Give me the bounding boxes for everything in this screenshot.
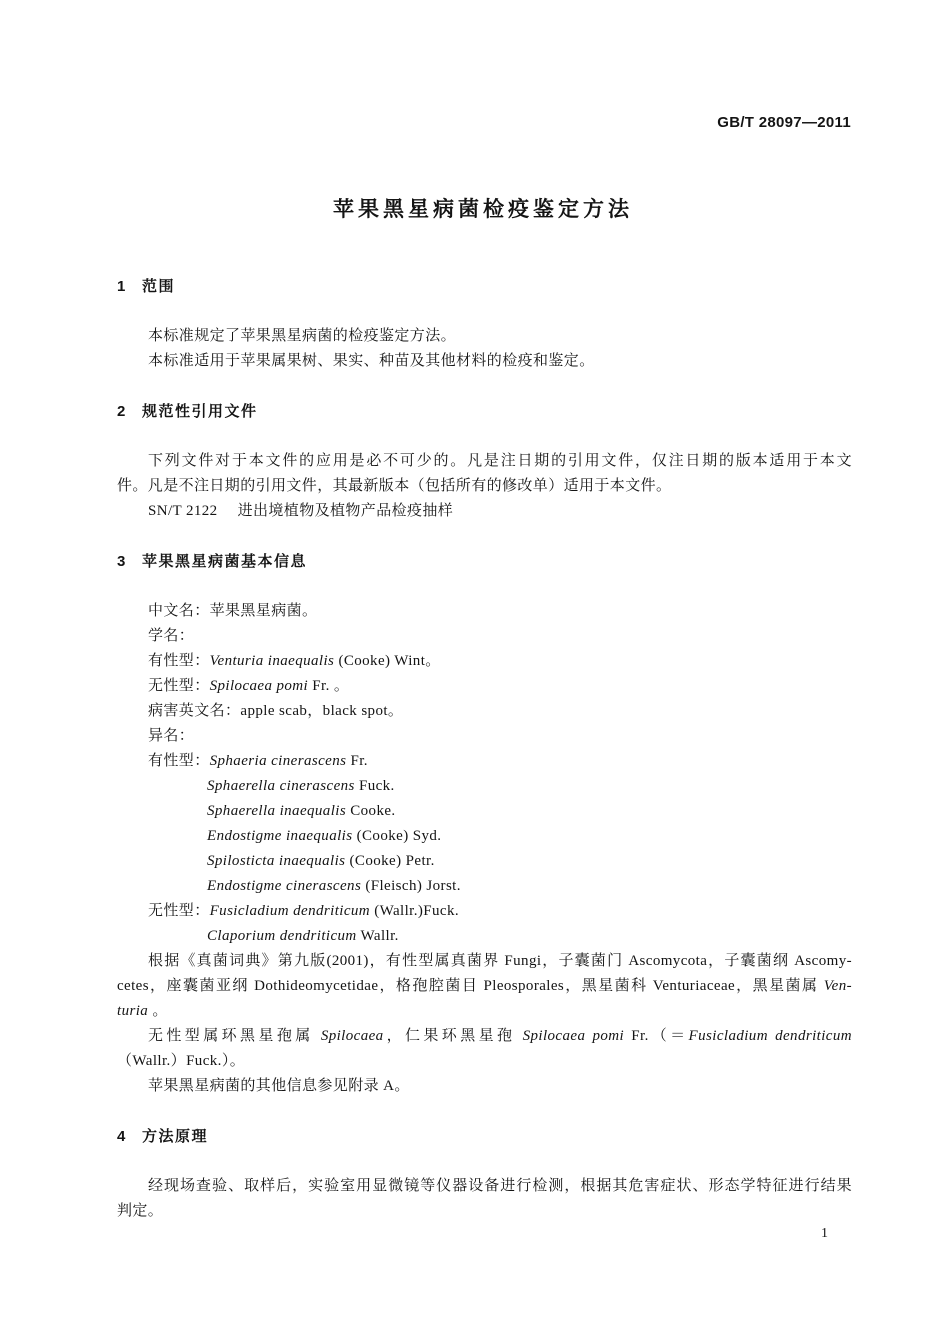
chinese-name-line: 中文名：苹果黑星病菌。 bbox=[148, 602, 318, 619]
reference-title: 进出境植物及植物产品检疫抽样 bbox=[237, 502, 454, 519]
taxon-name: Spilocaea pomi bbox=[522, 1027, 625, 1044]
section-1-heading bbox=[117, 274, 852, 299]
document-body bbox=[117, 274, 852, 1224]
section-4-heading bbox=[117, 1124, 852, 1149]
taxon-name: Ven- bbox=[823, 977, 852, 994]
reference-code: SN/T 2122 bbox=[148, 502, 218, 519]
author: (Cooke) Syd. bbox=[352, 827, 442, 844]
section-3-heading bbox=[117, 549, 852, 574]
taxon-name: Fusicladium dendriticum bbox=[209, 902, 371, 919]
anamorph-line bbox=[117, 674, 852, 699]
synonym-line bbox=[117, 924, 852, 949]
taxon-name: Endostigme cinerascens bbox=[207, 877, 362, 894]
paragraph-line: 件。凡是不注日期的引用文件，其最新版本（包括所有的修改单）适用于本文件。 bbox=[117, 477, 672, 494]
section-title: 方法原理 bbox=[142, 1127, 209, 1145]
taxon-name: Endostigme inaequalis bbox=[207, 827, 353, 844]
label: 有性型： bbox=[148, 652, 210, 669]
author: (Fleisch) Jorst. bbox=[361, 877, 461, 894]
paragraph-line bbox=[117, 974, 852, 999]
document-title: 苹果黑星病菌检疫鉴定方法 bbox=[333, 198, 633, 221]
page-number: 1 bbox=[821, 1226, 828, 1241]
paragraph-line: （Wallr.）Fuck.）。 bbox=[117, 1052, 246, 1069]
paragraph-line: 根据《真菌词典》第九版(2001)，有性型属真菌界 Fungi，子囊菌门 Ascomycota，子囊菌纲 Ascomy- bbox=[148, 952, 852, 969]
section-number: 2 bbox=[117, 402, 126, 420]
taxon-name: Fusicladium dendriticum bbox=[688, 1027, 852, 1044]
synonym-line bbox=[117, 874, 852, 899]
text-segment: 无性型属环黑星孢属 bbox=[148, 1027, 321, 1044]
text-segment: Fr.（＝ bbox=[624, 1027, 689, 1044]
taxon-name: Venturia inaequalis bbox=[209, 652, 335, 669]
author: Cooke. bbox=[346, 802, 396, 819]
paragraph-line: 本标准适用于苹果属果树、果实、种苗及其他材料的检疫和鉴定。 bbox=[148, 352, 595, 369]
scientific-name-label: 学名： bbox=[148, 627, 195, 644]
synonym-line bbox=[117, 849, 852, 874]
taxon-name: Spilosticta inaequalis bbox=[207, 852, 346, 869]
standard-code: GB/T 28097—2011 bbox=[717, 114, 851, 131]
section-number: 3 bbox=[117, 552, 126, 570]
author: Wallr. bbox=[356, 927, 399, 944]
paragraph-line: 下列文件对于本文件的应用是必不可少的。凡是注日期的引用文件，仅注日期的版本适用于本文 bbox=[148, 452, 852, 469]
synonyms-label: 异名： bbox=[148, 727, 195, 744]
label: 无性型： bbox=[148, 902, 210, 919]
taxon-name: turia bbox=[117, 1002, 149, 1019]
synonym-line bbox=[117, 824, 852, 849]
paragraph-line: 本标准规定了苹果黑星病菌的检疫鉴定方法。 bbox=[148, 327, 457, 344]
section-number: 1 bbox=[117, 277, 126, 295]
taxon-name: Claporium dendriticum bbox=[207, 927, 357, 944]
english-name-line: 病害英文名：apple scab，black spot。 bbox=[148, 702, 404, 719]
taxon-name: Sphaerella cinerascens bbox=[207, 777, 355, 794]
author: (Cooke) Wint。 bbox=[334, 652, 441, 669]
taxon-name: Spilocaea bbox=[320, 1027, 384, 1044]
paragraph-line: 苹果黑星病菌的其他信息参见附录 A。 bbox=[148, 1077, 410, 1094]
taxon-name: Spilocaea pomi bbox=[209, 677, 309, 694]
section-title: 范围 bbox=[142, 277, 176, 295]
paragraph-line: 经现场查验、取样后，实验室用显微镜等仪器设备进行检测，根据其危害症状、形态学特征进行结果 bbox=[148, 1177, 852, 1194]
taxon-name: Sphaerella inaequalis bbox=[207, 802, 347, 819]
text-segment: 。 bbox=[148, 1002, 168, 1019]
author: (Cooke) Petr. bbox=[345, 852, 435, 869]
teleomorph-line bbox=[117, 649, 852, 674]
text-segment: cetes，座囊菌亚纲 Dothideomycetidae，格孢腔菌目 Pleosporales，黑星菌科 Venturiaceae，黑星菌属 bbox=[117, 977, 824, 994]
label: 无性型： bbox=[148, 677, 210, 694]
label: 有性型： bbox=[148, 752, 210, 769]
text-segment: ，仁果环黑星孢 bbox=[383, 1027, 523, 1044]
paragraph-line bbox=[117, 999, 852, 1024]
section-title: 苹果黑星病菌基本信息 bbox=[142, 552, 308, 570]
synonym-line bbox=[117, 749, 852, 774]
synonym-line bbox=[117, 774, 852, 799]
author: Fr. bbox=[346, 752, 368, 769]
paragraph-line bbox=[117, 1024, 852, 1049]
normative-reference bbox=[117, 499, 852, 524]
section-2-heading bbox=[117, 399, 852, 424]
synonym-line bbox=[117, 799, 852, 824]
section-number: 4 bbox=[117, 1127, 126, 1145]
author: (Wallr.)Fuck. bbox=[370, 902, 460, 919]
author: Fr. 。 bbox=[308, 677, 350, 694]
paragraph-line: 判定。 bbox=[117, 1202, 164, 1219]
author: Fuck. bbox=[354, 777, 395, 794]
synonym-line bbox=[117, 899, 852, 924]
taxon-name: Sphaeria cinerascens bbox=[209, 752, 347, 769]
section-title: 规范性引用文件 bbox=[142, 402, 258, 420]
